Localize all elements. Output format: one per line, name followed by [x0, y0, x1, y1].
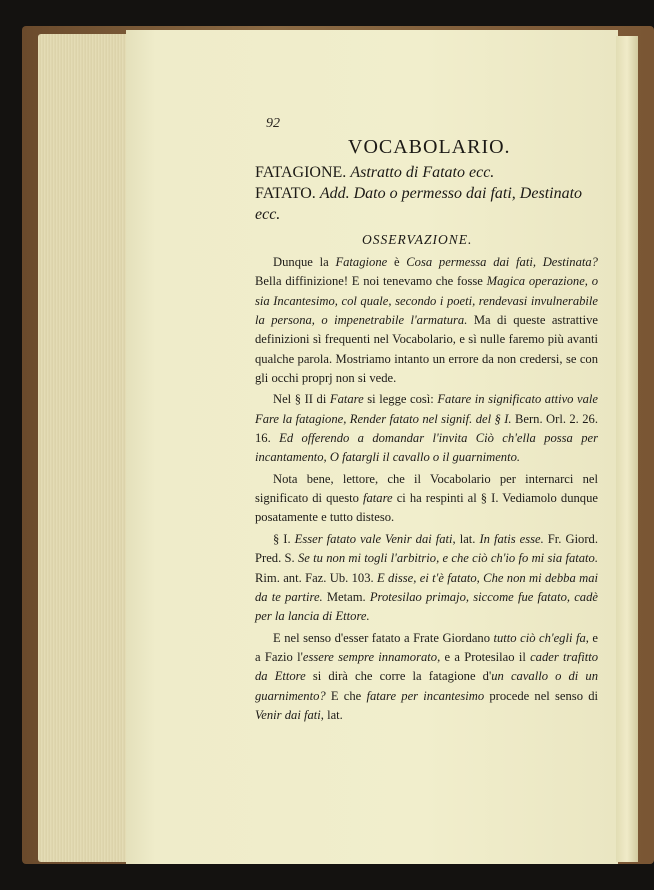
italic-run: Se tu non mi togli l'arbitrio, e che ciò ch'io fo mi sia fatato.	[297, 551, 598, 566]
entry-definition: Add. Dato o permesso dai fati, Destinato ecc.	[255, 185, 583, 223]
text-run: Nota bene, lettore, che il Vocabolario per internarci nel significato di questo	[255, 471, 598, 506]
italic-run: Fatagione	[335, 255, 388, 269]
text-run: Dunque la	[273, 255, 336, 269]
page-number: 92	[266, 116, 280, 131]
text-run: procede nel senso di	[484, 688, 598, 703]
italic-run: cader trafitto da Ettore	[255, 649, 599, 684]
text-run: Nel § II di	[273, 392, 330, 407]
italic-run: Ed offerendo a domandar l'invita Ciò ch'ella possa per incantamento, O fatargli il cavallo o il guarnimento.	[255, 431, 599, 465]
paragraph	[255, 629, 598, 726]
text-run: è	[387, 255, 407, 269]
paragraph	[255, 253, 598, 388]
text-run: E che	[325, 688, 367, 703]
text-run: Bella diffinizione! E noi tenevamo che fosse	[255, 274, 487, 289]
text-run: , e a Fazio l'	[255, 630, 599, 664]
italic-run: Venir dai fati	[255, 707, 321, 722]
entry-headword: FATATO.	[255, 185, 316, 202]
italic-run: In fatis esse.	[479, 531, 544, 546]
paragraph	[255, 470, 598, 528]
entry-fatagione	[255, 162, 595, 183]
italic-run: un cavallo o di un guarnimento?	[255, 669, 598, 703]
text-run: Bern. Orl. 2. 26. 16.	[255, 411, 598, 446]
italic-run: fatare	[363, 491, 393, 506]
text-run: , lat.	[452, 531, 480, 546]
right-page-edge	[616, 36, 638, 862]
italic-run: Esser fatato vale Venir dai fati	[294, 531, 453, 546]
body-text	[255, 253, 598, 727]
text-run: § I.	[273, 531, 295, 546]
paragraph	[255, 390, 598, 467]
italic-run: Fatare in significato attivo vale Fare la fatagione, Render fatato nel signif. del § I.	[255, 392, 598, 426]
italic-run: Cosa permessa dai fati, Destinata?	[406, 255, 598, 269]
text-run: Fr. Giord. Pred. S.	[255, 531, 598, 566]
text-run: Rim. ant. Faz. Ub. 103.	[255, 570, 378, 585]
entry-headword: FATAGIONE.	[255, 164, 347, 181]
italic-run: essere sempre innamorato	[302, 649, 438, 664]
text-run: Metam.	[322, 589, 370, 604]
italic-run: tutto ciò ch'egli fa	[493, 630, 586, 645]
text-run: , e a Protesilao il	[437, 649, 531, 664]
italic-run: Fatare	[329, 392, 364, 407]
text-run: Ma di queste astrattive definizioni sì frequenti nel Vocabolario, e sì nulle faremo più avanti qualche parola. Mostriamo intanto un errore da non credersi, se con gli occhi proprj non si vede.	[255, 313, 598, 386]
text-run: ci ha respinti al § I. Vediamolo dunque posatamente e tutto disteso.	[255, 491, 598, 525]
italic-run: Magica operazione, o sia Incantesimo, col quale, secondo i poeti, rendevasi invulnerabile la persona, o impenetrabile l'armatura.	[255, 274, 598, 328]
italic-run: Protesilao primajo, siccome fue fatato, cadè per la lancia di Ettore.	[255, 589, 598, 624]
text-run: si legge così:	[363, 392, 438, 407]
page-edges	[38, 34, 130, 862]
entry-definition: Astratto di Fatato ecc.	[350, 164, 495, 181]
paragraph	[255, 530, 598, 627]
italic-run: fatare per incantesimo	[366, 688, 485, 703]
entry-fatato	[255, 183, 595, 225]
text-run: si dirà che corre la fatagione d'	[305, 669, 492, 684]
text-run: , lat.	[320, 707, 343, 722]
running-head: VOCABOLARIO.	[348, 136, 511, 158]
section-title: OSSERVAZIONE.	[362, 232, 473, 247]
italic-run: E disse, ei t'è fatato, Che non mi debba mai da te partire.	[255, 570, 598, 604]
text-run: E nel senso d'esser fatato a Frate Giordano	[273, 630, 494, 645]
